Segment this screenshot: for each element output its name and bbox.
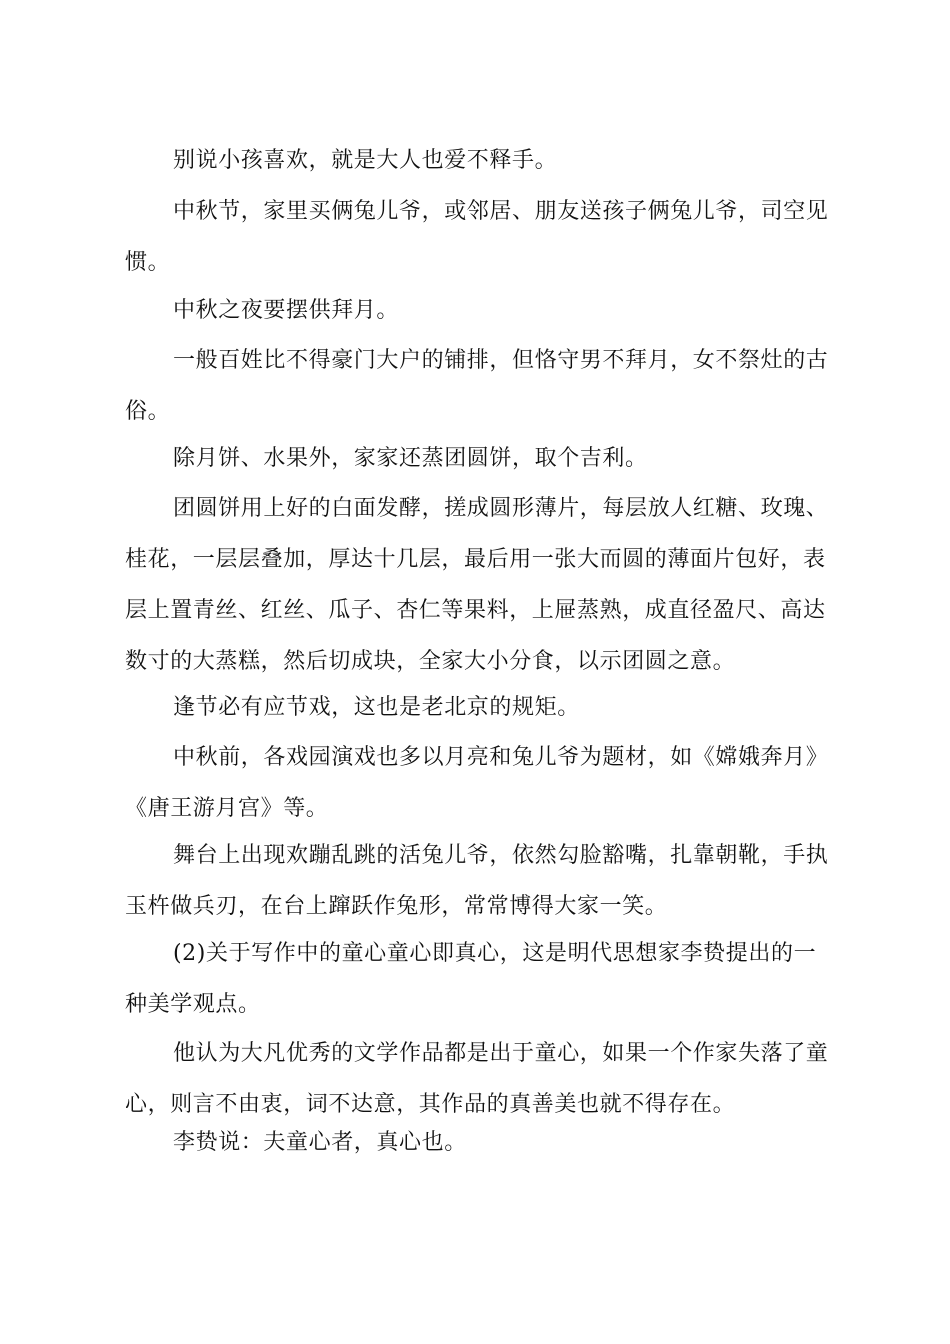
paragraph-8: 中秋前，各戏园演戏也多以月亮和兔儿爷为题材，如《嫦娥奔月》《唐王游月宫》等。 [125, 745, 829, 821]
paragraph-5: 除月饼、水果外，家家还蒸团圆饼，取个吉利。 [173, 446, 648, 471]
paragraph-6: 团圆饼用上好的白面发酵，搓成圆形薄片，每层放人红糖、玫瑰、桂花，一层层叠加，厚达十几层，最后用一张大而圆的薄面片包好，表层上置青丝、红丝、瓜子、杏仁等果料，上屉蒸熟，成直径盈尺、高达数寸的大蒸糕，然后切成块，全家大小分食，以示团圆之意。 [125, 496, 829, 674]
paragraph-10: (2)关于写作中的童心童心即真心，这是明代思想家李贽提出的一种美学观点。 [125, 941, 817, 1017]
paragraph-2: 中秋节，家里买俩兔儿爷，或邻居、朋友送孩子俩兔儿爷，司空见惯。 [125, 199, 829, 275]
paragraph-3: 中秋之夜要摆供拜月。 [173, 298, 400, 323]
paragraph-11: 他认为大凡优秀的文学作品都是出于童心，如果一个作家失落了童心，则言不由衷，词不达意，其作品的真善美也就不得存在。 [125, 1041, 829, 1117]
paragraph-9: 舞台上出现欢蹦乱跳的活兔儿爷，依然勾脸豁嘴，扎靠朝靴，手执玉杵做兵刃，在台上蹿跃作兔形，常常博得大家一笑。 [125, 843, 829, 919]
paragraph-12: 李贽说：夫童心者，真心也。 [173, 1130, 467, 1155]
paragraph-1: 别说小孩喜欢，就是大人也爱不释手。 [173, 148, 558, 173]
paragraph-4: 一般百姓比不得豪门大户的铺排，但恪守男不拜月，女不祭灶的古俗。 [125, 348, 829, 424]
paragraph-7: 逢节必有应节戏，这也是老北京的规矩。 [173, 695, 580, 720]
